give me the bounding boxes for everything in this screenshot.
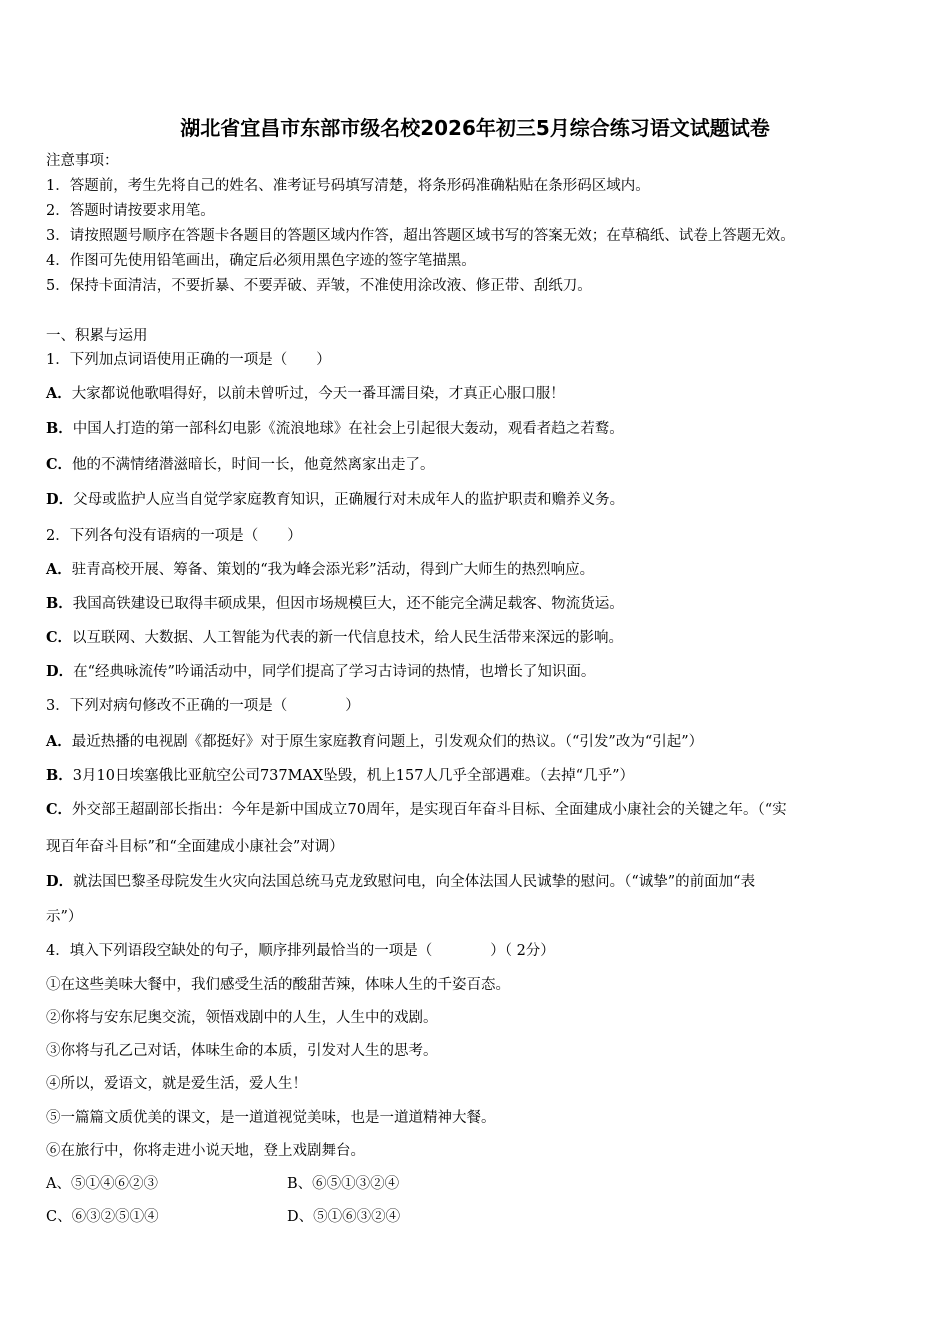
option-label: D．	[46, 491, 74, 508]
option-label: A．	[46, 385, 72, 402]
question-stem: 2．下列各句没有语病的一项是（ ）	[46, 528, 302, 544]
option-label: B．	[46, 767, 73, 784]
sentence-item: ⑤一篇篇文质优美的课文，是一道道视觉美味，也是一道道精神大餐。	[46, 1110, 496, 1126]
notice-item: 5．保持卡面清洁，不要折暴、不要弄破、弄皱，不准使用涂改液、修正带、刮纸刀。	[46, 278, 592, 294]
option	[46, 560, 594, 580]
option-text: 他的不满情绪潜滋暗长，时间一长，他竟然离家出走了。	[72, 457, 435, 473]
option-label: A．	[46, 561, 72, 578]
option-label: D．	[46, 663, 74, 680]
sentence-item: ①在这些美味大餐中，我们感受生活的酸甜苦辣，体味人生的千姿百态。	[46, 977, 510, 993]
option	[46, 732, 703, 752]
option-text: 我国高铁建设已取得丰硕成果，但因市场规模巨大，还不能完全满足载客、物流货运。	[72, 596, 624, 612]
option-label: C．	[46, 456, 73, 473]
answer-choice-a: A、⑤①④⑥②③	[46, 1176, 158, 1192]
notice-item: 1．答题前，考生先将自己的姓名、准考证号码填写清楚，将条形码准确粘贴在条形码区域内。	[46, 178, 650, 194]
option-label: B．	[46, 595, 73, 612]
answer-choice-b: B、⑥⑤①③②④	[287, 1176, 400, 1192]
option-label: A．	[46, 733, 72, 750]
option	[46, 594, 624, 614]
option-label: C．	[46, 629, 73, 646]
option-text: 父母或监护人应当自觉学家庭教育知识，正确履行对未成年人的监护职责和赡养义务。	[73, 492, 625, 508]
option	[46, 455, 435, 475]
option-continuation: 现百年奋斗目标”和“全面建成小康社会”对调）	[46, 839, 344, 855]
option-text: 在“经典咏流传”吟诵活动中，同学们提高了学习古诗词的热情，也增长了知识面。	[73, 664, 596, 680]
page-title: 湖北省宜昌市东部市级名校2026年初三5月综合练习语文试题试卷	[180, 116, 770, 140]
question-stem: 4．填入下列语段空缺处的句子，顺序排列最恰当的一项是（ ）（ 2分）	[46, 943, 555, 959]
sentence-item: ⑥在旅行中，你将走进小说天地，登上戏剧舞台。	[46, 1143, 365, 1159]
option	[46, 419, 624, 439]
option	[46, 490, 624, 510]
option-text: 最近热播的电视剧《都挺好》对于原生家庭教育问题上，引发观众们的热议。（“引发”改为“引起”）	[71, 734, 704, 750]
notice-heading: 注意事项：	[46, 153, 119, 169]
option	[46, 872, 755, 892]
notice-item: 2．答题时请按要求用笔。	[46, 203, 215, 219]
sentence-item: ④所以，爱语文，就是爱生活，爱人生！	[46, 1076, 307, 1092]
option	[46, 628, 623, 648]
option-text: 大家都说他歌唱得好，以前未曾听过，今天一番耳濡目染，才真正心服口服！	[71, 386, 565, 402]
notice-item: 3．请按照题号顺序在答题卡各题目的答题区域内作答，超出答题区域书写的答案无效；在草稿纸、试卷上答题无效。	[46, 228, 795, 244]
option-text: 就法国巴黎圣母院发生火灾向法国总统马克龙致慰问电，向全体法国人民诚挚的慰问。（“诚挚”的前面加“表	[73, 874, 756, 890]
sentence-item: ③你将与孔乙己对话，体味生命的本质，引发对人生的思考。	[46, 1043, 438, 1059]
notice-item: 4．作图可先使用铅笔画出，确定后必须用黑色字迹的签字笔描黑。	[46, 253, 476, 269]
option	[46, 662, 595, 682]
option	[46, 766, 634, 786]
question-stem: 3．下列对病句修改不正确的一项是（ ）	[46, 698, 360, 714]
sentence-item: ②你将与安东尼奥交流，领悟戏剧中的人生，人生中的戏剧。	[46, 1010, 438, 1026]
answer-choice-c: C、⑥③②⑤①④	[46, 1209, 159, 1225]
option-label: C．	[46, 801, 73, 818]
option-text: 3月10日埃塞俄比亚航空公司737MAX坠毁，机上157人几乎全部遇难。（去掉“几乎”）	[72, 768, 635, 784]
option-label: B．	[46, 420, 73, 437]
answer-choice-d: D、⑤①⑥③②④	[287, 1209, 401, 1225]
option-text: 外交部王超副部长指出：今年是新中国成立70周年，是实现百年奋斗目标、全面建成小康社会的关键之年。（“实	[72, 802, 787, 818]
question-stem: 1．下列加点词语使用正确的一项是（ ）	[46, 352, 331, 368]
option	[46, 800, 787, 820]
option-label: D．	[46, 873, 74, 890]
option-text: 驻青高校开展、筹备、策划的“我为峰会添光彩”活动，得到广大师生的热烈响应。	[71, 562, 595, 578]
option-text: 中国人打造的第一部科幻电影《流浪地球》在社会上引起很大轰动，观看者趋之若鹜。	[72, 421, 624, 437]
section-heading: 一、积累与运用	[46, 328, 148, 344]
option-continuation: 示”）	[46, 909, 83, 925]
option-text: 以互联网、大数据、人工智能为代表的新一代信息技术，给人民生活带来深远的影响。	[72, 630, 624, 646]
option	[46, 384, 565, 404]
